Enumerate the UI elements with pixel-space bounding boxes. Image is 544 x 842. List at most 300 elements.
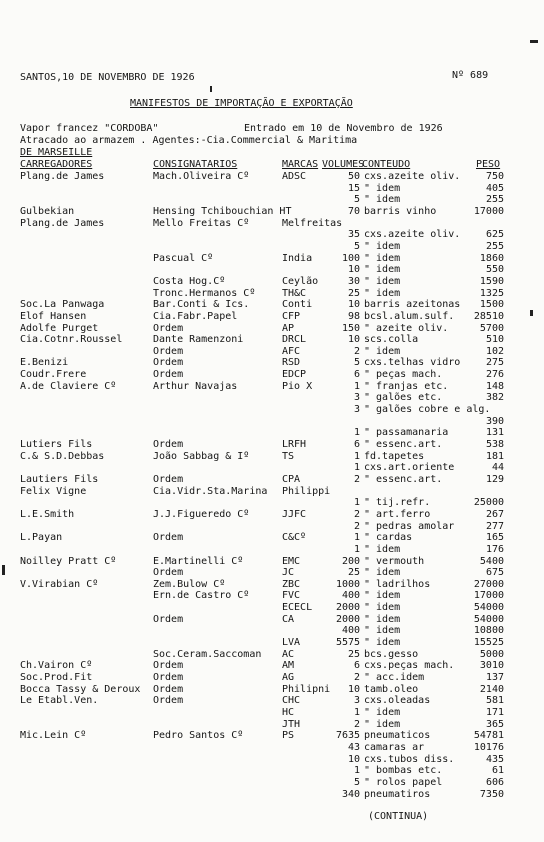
weight-cell: 390 [485,415,504,427]
scan-mark [210,86,212,92]
volumes-cell: 5575 [336,637,361,648]
contents-cell: " pedras amolar [364,520,455,532]
volumes-cell: 1 [353,450,360,462]
consignee-cell: Ordem [153,567,184,579]
volumes-cell: 1 [353,497,360,509]
marks-cell: AP [282,322,295,334]
shipper-cell: Adolfe Purget [20,322,99,334]
table-row [0,719,544,731]
contents-cell: bcsl.alum.sulf. [364,310,455,322]
consignee-cell: Tronc.Hermanos Cº [153,287,256,299]
table-row [0,427,544,439]
contents-cell: " idem [364,345,401,357]
weight-cell: 44 [491,462,504,474]
table-row [0,789,544,801]
contents-cell: " cardas [364,532,413,544]
consignee-cell: Costa Hog.Cº [153,275,226,287]
col-contents: CONTEUDO [362,159,411,170]
table-row [0,695,544,707]
weight-cell: 435 [485,753,504,765]
table-row [0,171,544,183]
col-shipper: CARREGADORES [20,159,93,170]
contents-cell: " idem [364,718,401,730]
shipper-cell: V.Virabian Cº [20,578,99,590]
weight-cell: 550 [485,264,504,276]
consignee-cell: Ordem [153,672,184,683]
consignee-cell: Ordem [153,438,184,450]
col-marks: MARCAS [282,159,319,170]
weight-cell: 510 [485,334,504,346]
shipper-cell: Ch.Vairon Cº [20,660,93,672]
table-row [0,392,544,404]
volumes-cell: 15 [347,182,360,194]
table-row [0,369,544,381]
table-row [0,684,544,696]
contents-cell: " azeite oliv. [364,322,449,334]
manifest-number: Nº 689 [452,70,489,81]
table-row [0,451,544,463]
shipper-cell: Plang.de James [20,217,105,229]
table-row [0,194,544,206]
volumes-cell: 5 [353,357,360,369]
vessel-line: Vapor francez "CORDOBA" [20,123,159,134]
volumes-cell: 400 [341,625,360,637]
volumes-cell: 2 [353,345,360,357]
weight-cell: 1325 [479,287,504,299]
volumes-cell: 6 [353,660,360,672]
weight-cell: 675 [485,567,504,579]
marks-cell: EDCP [282,369,307,381]
contents-cell: " idem [364,182,401,194]
volumes-cell: 3 [353,404,360,415]
consignee-cell: Pedro Santos Cº [153,730,244,742]
contents-cell: " essenc.art. [364,473,443,485]
table-row [0,777,544,789]
place-date: SANTOS,10 DE NOVEMBRO DE 1926 [20,72,195,83]
volumes-cell: 2 [353,520,360,532]
volumes-cell: 10 [347,299,360,311]
contents-cell: " peças mach. [364,369,443,381]
weight-cell: 7350 [479,788,504,800]
volumes-cell: 1 [353,380,360,392]
consignee-cell: Mach.Oliveira Cº [153,171,250,182]
contents-cell: " idem [364,590,401,602]
contents-cell: " idem [364,625,401,637]
contents-cell: " idem [364,567,401,579]
consignee-cell: Ern.de Castro Cº [153,590,250,602]
volumes-cell: 6 [353,438,360,450]
marks-cell: Philippi [282,485,331,497]
marks-cell: FVC [282,590,301,602]
consignee-cell: Ordem [153,369,184,381]
weight-cell: 148 [485,380,504,392]
col-weight: PESO [476,159,501,170]
col-consignee: CONSIGNATARIOS [153,159,238,170]
volumes-cell: 100 [341,252,360,264]
table-row [0,567,544,579]
shipper-cell: Lautiers Fils [20,473,99,485]
volumes-cell: 98 [347,310,360,322]
volumes-cell: 25 [347,567,360,579]
volumes-cell: 30 [347,275,360,287]
consignee-cell: João Sabbag & Iº [153,450,250,462]
table-row [0,660,544,672]
contents-cell: " idem [364,543,401,555]
weight-cell: 5000 [479,648,504,660]
marks-cell: JTH [282,718,301,730]
volumes-cell: 35 [347,229,360,241]
weight-cell: 15525 [473,637,504,648]
table-row [0,381,544,393]
consignee-cell: Ordem [153,322,184,334]
contents-cell: " vermouth [364,555,425,567]
table-row [0,521,544,533]
weight-cell: 3010 [479,660,504,672]
contents-cell: " idem [364,252,401,264]
table-row [0,334,544,346]
volumes-cell: 2 [353,718,360,730]
volumes-cell: 7635 [336,730,361,742]
table-row [0,357,544,369]
table-row [0,707,544,719]
table-row [0,602,544,614]
table-row [0,206,544,218]
marks-cell: JC [282,567,295,579]
table-row [0,276,544,288]
marks-cell: AG [282,672,295,683]
volumes-cell: 10 [347,334,360,346]
weight-cell: 17000 [473,590,504,602]
table-row [0,765,544,777]
table-row [0,637,544,649]
weight-cell: 365 [485,718,504,730]
consignee-cell: Ordem [153,532,184,544]
weight-cell: 405 [485,182,504,194]
consignee-cell: J.J.Figueredo Cº [153,508,250,520]
table-row [0,614,544,626]
shipper-cell: C.& S.D.Debbas [20,450,105,462]
table-row [0,754,544,766]
volumes-cell: 43 [347,741,360,753]
consignee-cell: Arthur Navajas [153,380,238,392]
weight-cell: 10176 [473,741,504,753]
volumes-cell: 3 [353,392,360,404]
table-row [0,532,544,544]
scan-mark [2,565,5,575]
volumes-cell: 6 [353,369,360,381]
contents-cell: pneumatiros [364,788,431,800]
consignee-cell: Ordem [153,473,184,485]
weight-cell: 276 [485,369,504,381]
contents-cell: " idem [364,287,401,299]
marks-cell: LVA [282,637,301,648]
arrival-date: Entrado em 10 de Novembro de 1926 [244,123,443,134]
table-row [0,649,544,661]
shipper-cell: L.Payan [20,532,63,544]
contents-cell: cxs.art.oriente [364,462,455,474]
shipper-cell: Soc.Prod.Fit [20,672,93,683]
weight-cell: 382 [485,392,504,404]
table-row [0,416,544,428]
table-row [0,311,544,323]
contents-cell: barris azeitonas [364,299,461,311]
weight-cell: 625 [485,229,504,241]
table-row [0,183,544,195]
table-row [0,497,544,509]
table-row [0,486,544,498]
contents-cell: " idem [364,240,401,252]
weight-cell: 54781 [473,730,504,742]
volumes-cell: 5 [353,240,360,252]
table-row [0,509,544,521]
shipper-cell: Felix Vigne [20,485,87,497]
scan-mark [530,310,533,316]
table-row [0,556,544,568]
marks-cell: Melfreitas [282,217,343,229]
shipper-cell: Coudr.Frere [20,369,87,381]
weight-cell: 181 [485,450,504,462]
volumes-cell: 25 [347,287,360,299]
weight-cell: 750 [485,171,504,182]
contents-cell: cxs.telhas vidro [364,357,461,369]
contents-cell: " bombas etc. [364,765,443,777]
volumes-cell: 1 [353,462,360,474]
consignee-cell: Soc.Ceram.Saccoman [153,648,262,660]
consignee-cell: Ordem [153,683,184,695]
table-row [0,229,544,241]
contents-cell: " idem [364,637,401,648]
marks-cell: ECECL [282,602,313,613]
weight-cell: 255 [485,240,504,252]
weight-cell: 255 [485,194,504,206]
weight-cell: 267 [485,508,504,520]
weight-cell: 137 [485,672,504,683]
contents-cell: " idem [364,264,401,276]
marks-cell: DRCL [282,334,307,346]
volumes-cell: 150 [341,322,360,334]
contents-cell: bcs.gesso [364,648,419,660]
contents-cell: " ladrilhos [364,578,431,590]
table-row [0,253,544,265]
table-row [0,346,544,358]
marks-cell: CA [282,613,295,625]
weight-cell: 27000 [473,578,504,590]
weight-cell: 10800 [473,625,504,637]
document-title: MANIFESTOS DE IMPORTAÇÃO E EXPORTAÇÃO [130,98,353,109]
marks-cell: Philipni [282,683,331,695]
shipper-cell: Cia.Cotnr.Roussel [20,334,123,346]
table-row [0,579,544,591]
contents-cell: cxs.peças mach. [364,660,455,672]
consignee-cell: Zem.Bulow Cº [153,578,226,590]
scan-mark [530,40,538,43]
consignee-cell: Mello Freitas Cº [153,217,250,229]
contents-cell: pneumaticos [364,730,431,742]
marks-cell: TS [282,450,295,462]
volumes-cell: 3 [353,695,360,707]
weight-cell: 538 [485,438,504,450]
shipper-cell: Lutiers Fils [20,438,93,450]
berth-agents-line: Atracado ao armazem . Agentes:-Cia.Commercial & Maritima [20,135,358,146]
consignee-cell: Ordem [153,345,184,357]
origin-port: DE MARSEILLE [20,147,93,158]
consignee-cell: Bar.Conti & Ics. [153,299,250,311]
contents-cell: " idem [364,602,401,613]
contents-cell: " idem [364,613,401,625]
marks-cell: LRFH [282,438,307,450]
table-row [0,241,544,253]
table-row [0,439,544,451]
shipper-cell: Mic.Lein Cº [20,730,87,742]
table-row [0,742,544,754]
marks-cell: AC [282,648,295,660]
contents-cell: " idem [364,275,401,287]
weight-cell: 28510 [473,310,504,322]
volumes-cell: 200 [341,555,360,567]
contents-cell: " franjas etc. [364,380,449,392]
volumes-cell: 70 [347,205,360,217]
consignee-cell: Ordem [153,660,184,672]
contents-cell: " galões etc. [364,392,443,404]
marks-cell: JJFC [282,508,307,520]
volumes-cell: 5 [353,194,360,206]
weight-cell: 5700 [479,322,504,334]
weight-cell: 1590 [479,275,504,287]
marks-cell: AFC [282,345,301,357]
volumes-cell: 400 [341,590,360,602]
weight-cell: 277 [485,520,504,532]
volumes-cell: 10 [347,753,360,765]
shipper-cell: Le Etabl.Ven. [20,695,99,707]
volumes-cell: 1 [353,427,360,439]
weight-cell: 131 [485,427,504,439]
table-row [0,404,544,416]
shipper-cell: Noilley Pratt Cº [20,555,117,567]
shipper-cell: L.E.Smith [20,508,75,520]
table-row [0,730,544,742]
marks-cell: Ceylão [282,275,319,287]
contents-cell: " tij.refr. [364,497,431,509]
table-row [0,264,544,276]
table-row [0,323,544,335]
weight-cell: 54000 [473,602,504,613]
continua-note: (CONTINUA) [368,811,429,822]
marks-cell: ZBC [282,578,301,590]
contents-cell: cxs.azeite oliv. [364,171,461,182]
marks-cell: EMC [282,555,301,567]
contents-cell: tamb.oleo [364,683,419,695]
marks-cell: RSD [282,357,301,369]
marks-cell: PS [282,730,295,742]
contents-cell: " essenc.art. [364,438,443,450]
contents-cell: cxs.azeite oliv. [364,229,461,241]
table-row [0,672,544,684]
volumes-cell: 5 [353,776,360,788]
table-row [0,218,544,230]
volumes-cell: 2000 [336,613,361,625]
weight-cell: 176 [485,543,504,555]
weight-cell: 61 [491,765,504,777]
contents-cell: scs.colla [364,334,419,346]
volumes-cell: 1 [353,532,360,544]
contents-cell: " passamanaria [364,427,449,439]
contents-cell: cxs.tubos diss. [364,753,455,765]
weight-cell: 129 [485,473,504,485]
shipper-cell: Gulbekian [20,205,75,217]
weight-cell: 1860 [479,252,504,264]
volumes-cell: 1000 [336,578,361,590]
weight-cell: 606 [485,776,504,788]
weight-cell: 102 [485,345,504,357]
volumes-cell: 1 [353,706,360,718]
weight-cell: 25000 [473,497,504,509]
marks-cell: CPA [282,473,301,485]
volumes-cell: 2 [353,508,360,520]
weight-cell: 171 [485,706,504,718]
volumes-cell: 340 [341,788,360,800]
volumes-cell: 2 [353,473,360,485]
shipper-cell: Elof Hansen [20,310,87,322]
volumes-cell: 10 [347,683,360,695]
contents-cell: fd.tapetes [364,450,425,462]
marks-cell: CHC [282,695,301,707]
weight-cell: 2140 [479,683,504,695]
contents-cell: " idem [364,194,401,206]
volumes-cell: 2 [353,672,360,683]
volumes-cell: 10 [347,264,360,276]
consignee-cell: Dante Ramenzoni [153,334,244,346]
table-row [0,544,544,556]
weight-cell: 581 [485,695,504,707]
marks-cell: India [282,252,313,264]
marks-cell: CFP [282,310,301,322]
weight-cell: 1500 [479,299,504,311]
weight-cell: 165 [485,532,504,544]
contents-cell: " rolos papel [364,776,443,788]
table-row [0,474,544,486]
shipper-cell: Plang.de James [20,171,105,182]
table-row [0,462,544,474]
consignee-cell: Hensing Tchibouchian HT [153,205,292,217]
col-volumes: VOLUMES [322,159,365,170]
shipper-cell: Bocca Tassy & Deroux [20,683,141,695]
weight-cell: 5400 [479,555,504,567]
contents-cell: camaras ar [364,741,425,753]
shipper-cell: A.de Claviere Cº [20,380,117,392]
table-row [0,299,544,311]
volumes-cell: 50 [347,171,360,182]
shipper-cell: E.Benizi [20,357,69,369]
table-row [0,625,544,637]
marks-cell: C&Cº [282,532,307,544]
consignee-cell: Cia.Fabr.Papel [153,310,238,322]
contents-cell: " acc.idem [364,672,425,683]
consignee-cell: Ordem [153,695,184,707]
contents-cell: " galões cobre e alg. [364,404,491,415]
shipper-cell: Soc.La Panwaga [20,299,105,311]
weight-cell: 17000 [473,205,504,217]
consignee-cell: Pascual Cº [153,252,214,264]
marks-cell: TH&C [282,287,307,299]
marks-cell: AM [282,660,295,672]
marks-cell: HC [282,706,295,718]
consignee-cell: E.Martinelli Cº [153,555,244,567]
contents-cell: " art.ferro [364,508,431,520]
marks-cell: Pio X [282,380,313,392]
marks-cell: ADSC [282,171,307,182]
consignee-cell: Cia.Vidr.Sta.Marina [153,485,268,497]
table-row [0,288,544,300]
